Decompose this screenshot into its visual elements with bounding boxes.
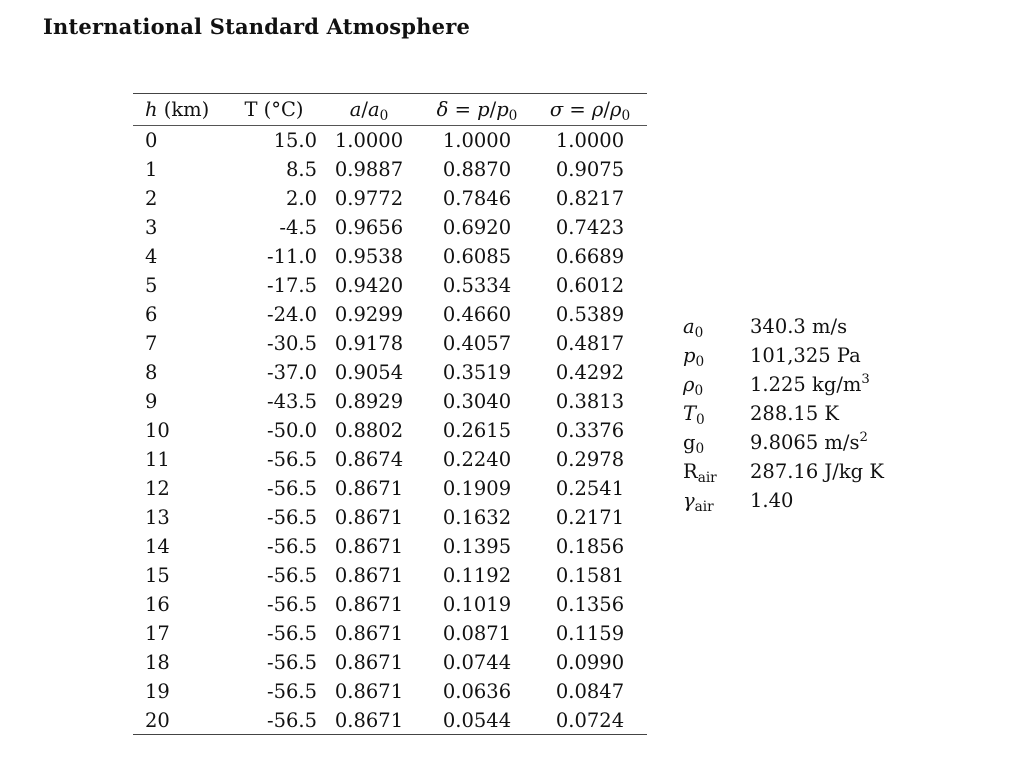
- altitude-cell: 18: [145, 651, 170, 674]
- table-row: [133, 532, 647, 561]
- pressure-ratio-cell: 0.2615: [442, 419, 512, 442]
- constants-body: [683, 312, 884, 515]
- density-ratio-cell: 0.5389: [555, 303, 625, 326]
- pressure-ratio-cell: 0.0636: [442, 680, 512, 703]
- speed-of-sound-ratio-cell: 0.9656: [334, 216, 404, 239]
- altitude-cell: 1: [145, 158, 158, 181]
- altitude-cell: 19: [145, 680, 170, 703]
- constant-value: 1.225 $kg/m^3$: [750, 372, 870, 396]
- table-row: [133, 561, 647, 590]
- temperature-cell: -56.5: [266, 477, 317, 500]
- density-ratio-cell: 0.4817: [555, 332, 625, 355]
- speed-of-sound-ratio-cell: 0.8671: [334, 506, 404, 529]
- speed-of-sound-ratio-cell: 0.8671: [334, 477, 404, 500]
- header-speed-of-sound-ratio: $a/a_0$: [317, 94, 421, 126]
- constant-row-rho0: [683, 370, 884, 399]
- table-row: [133, 213, 647, 242]
- table-row: [133, 300, 647, 329]
- density-ratio-cell: 0.4292: [555, 361, 625, 384]
- speed-of-sound-ratio-cell: 0.8671: [317, 706, 421, 735]
- density-ratio-cell: 0.3376: [555, 419, 625, 442]
- speed-of-sound-ratio-cell: 0.9772: [334, 187, 404, 210]
- altitude-cell: 3: [145, 216, 158, 239]
- constant-row-g0: [683, 428, 884, 457]
- speed-of-sound-ratio-cell: 0.8671: [334, 622, 404, 645]
- altitude-cell: 17: [145, 622, 170, 645]
- table-row: [133, 242, 647, 271]
- constant-symbol: $a_0$: [683, 315, 704, 341]
- temperature-cell: -17.5: [266, 274, 317, 297]
- temperature-cell: 15.0: [273, 129, 317, 152]
- altitude-cell: 15: [145, 564, 170, 587]
- density-ratio-cell: 0.1581: [555, 564, 625, 587]
- pressure-ratio-cell: 0.0871: [442, 622, 512, 645]
- constant-symbol: $\rho_0$: [683, 373, 704, 399]
- temperature-cell: -56.5: [266, 593, 317, 616]
- pressure-ratio-cell: 0.6085: [442, 245, 512, 268]
- atmosphere-table: [133, 93, 647, 735]
- header-altitude: h (km): [133, 94, 231, 126]
- density-ratio-cell: 0.0724: [533, 706, 647, 735]
- temperature-cell: -43.5: [266, 390, 317, 413]
- altitude-cell: 6: [145, 303, 158, 326]
- pressure-ratio-cell: 0.7846: [442, 187, 512, 210]
- constant-symbol: $\gamma_{air}$: [683, 489, 714, 515]
- table-row: [133, 503, 647, 532]
- density-ratio-cell: 0.7423: [555, 216, 625, 239]
- density-ratio-cell: 0.8217: [555, 187, 625, 210]
- altitude-cell: 8: [145, 361, 158, 384]
- constants-table: [683, 312, 884, 515]
- density-ratio-cell: 0.2978: [555, 448, 625, 471]
- table-row: [133, 329, 647, 358]
- temperature-cell: -56.5: [266, 506, 317, 529]
- table-row: [133, 387, 647, 416]
- pressure-ratio-cell: 0.6920: [442, 216, 512, 239]
- pressure-ratio-cell: 0.4057: [442, 332, 512, 355]
- pressure-ratio-cell: 0.2240: [442, 448, 512, 471]
- constant-row-t0: [683, 399, 884, 428]
- density-ratio-cell: 0.2171: [555, 506, 625, 529]
- speed-of-sound-ratio-cell: 0.8929: [334, 390, 404, 413]
- altitude-cell: 14: [145, 535, 170, 558]
- table-row: [133, 590, 647, 619]
- table-row: [133, 445, 647, 474]
- pressure-ratio-cell: 0.5334: [442, 274, 512, 297]
- page-title: International Standard Atmosphere: [43, 14, 471, 39]
- density-ratio-cell: 1.0000: [555, 129, 625, 152]
- speed-of-sound-ratio-cell: 1.0000: [334, 129, 404, 152]
- density-ratio-cell: 0.6689: [555, 245, 625, 268]
- temperature-cell: -56.5: [266, 564, 317, 587]
- temperature-cell: -37.0: [266, 361, 317, 384]
- table-header-row: [133, 94, 647, 126]
- speed-of-sound-ratio-cell: 0.8674: [334, 448, 404, 471]
- speed-of-sound-ratio-cell: 0.8802: [334, 419, 404, 442]
- density-ratio-cell: 0.2541: [555, 477, 625, 500]
- density-ratio-cell: 0.1856: [555, 535, 625, 558]
- constant-value: 288.15 K: [750, 402, 839, 425]
- pressure-ratio-cell: 1.0000: [442, 129, 512, 152]
- pressure-ratio-cell: 0.1019: [442, 593, 512, 616]
- constant-row-rair: [683, 457, 884, 486]
- constant-value: 1.40: [750, 489, 794, 512]
- constant-row-p0: [683, 341, 884, 370]
- temperature-cell: -50.0: [266, 419, 317, 442]
- table-body: [133, 126, 647, 735]
- pressure-ratio-cell: 0.0544: [421, 706, 533, 735]
- table-row: [133, 358, 647, 387]
- table-row: [133, 648, 647, 677]
- speed-of-sound-ratio-cell: 0.9887: [334, 158, 404, 181]
- constant-value: 340.3 m/s: [750, 315, 848, 338]
- density-ratio-cell: 0.1159: [555, 622, 625, 645]
- speed-of-sound-ratio-cell: 0.8671: [334, 593, 404, 616]
- speed-of-sound-ratio-cell: 0.9178: [334, 332, 404, 355]
- constant-symbol: $p_0$: [683, 344, 705, 370]
- constant-symbol: $T_0$: [683, 402, 705, 428]
- altitude-cell: 12: [145, 477, 170, 500]
- altitude-cell: 13: [145, 506, 170, 529]
- constant-value: 287.16 J/kg K: [750, 460, 884, 483]
- altitude-cell: 5: [145, 274, 158, 297]
- table-row: [133, 677, 647, 706]
- altitude-cell: 0: [145, 129, 158, 152]
- pressure-ratio-cell: 0.1395: [442, 535, 512, 558]
- header-density-ratio: $\sigma = \rho/\rho_0$: [533, 94, 647, 126]
- temperature-cell: -11.0: [266, 245, 317, 268]
- temperature-cell: 8.5: [285, 158, 317, 181]
- constant-value: 9.8065 $m/s^2$: [750, 430, 868, 454]
- constant-row-a0: [683, 312, 884, 341]
- table-row: [133, 155, 647, 184]
- temperature-cell: 2.0: [285, 187, 317, 210]
- density-ratio-cell: 0.3813: [555, 390, 625, 413]
- density-ratio-cell: 0.0990: [555, 651, 625, 674]
- altitude-cell: 16: [145, 593, 170, 616]
- table-row: [133, 416, 647, 445]
- speed-of-sound-ratio-cell: 0.9299: [334, 303, 404, 326]
- table-row: [133, 619, 647, 648]
- temperature-cell: -56.5: [266, 448, 317, 471]
- temperature-cell: -30.5: [266, 332, 317, 355]
- altitude-cell: 9: [145, 390, 158, 413]
- table-row: [133, 126, 647, 156]
- altitude-cell: 20: [133, 706, 231, 735]
- constant-symbol: $R_{air}$: [683, 460, 717, 486]
- speed-of-sound-ratio-cell: 0.8671: [334, 680, 404, 703]
- speed-of-sound-ratio-cell: 0.9538: [334, 245, 404, 268]
- speed-of-sound-ratio-cell: 0.9420: [334, 274, 404, 297]
- altitude-cell: 7: [145, 332, 158, 355]
- temperature-cell: -4.5: [279, 216, 317, 239]
- density-ratio-cell: 0.6012: [555, 274, 625, 297]
- altitude-cell: 2: [145, 187, 158, 210]
- density-ratio-cell: 0.9075: [555, 158, 625, 181]
- constant-value: 101,325 Pa: [750, 344, 861, 367]
- temperature-cell: -56.5: [266, 651, 317, 674]
- table-row: [133, 271, 647, 300]
- header-temperature: T (°C): [231, 94, 317, 126]
- temperature-cell: -24.0: [266, 303, 317, 326]
- pressure-ratio-cell: 0.8870: [442, 158, 512, 181]
- temperature-cell: -56.5: [231, 706, 317, 735]
- pressure-ratio-cell: 0.3519: [442, 361, 512, 384]
- altitude-cell: 10: [145, 419, 170, 442]
- pressure-ratio-cell: 0.1632: [442, 506, 512, 529]
- density-ratio-cell: 0.1356: [555, 593, 625, 616]
- temperature-cell: -56.5: [266, 535, 317, 558]
- pressure-ratio-cell: 0.1192: [442, 564, 512, 587]
- density-ratio-cell: 0.0847: [555, 680, 625, 703]
- table-row: [133, 474, 647, 503]
- pressure-ratio-cell: 0.1909: [442, 477, 512, 500]
- speed-of-sound-ratio-cell: 0.9054: [334, 361, 404, 384]
- temperature-cell: -56.5: [266, 622, 317, 645]
- pressure-ratio-cell: 0.3040: [442, 390, 512, 413]
- speed-of-sound-ratio-cell: 0.8671: [334, 535, 404, 558]
- speed-of-sound-ratio-cell: 0.8671: [334, 651, 404, 674]
- header-pressure-ratio: $\delta = p/p_0$: [421, 94, 533, 126]
- speed-of-sound-ratio-cell: 0.8671: [334, 564, 404, 587]
- table-row: [133, 184, 647, 213]
- altitude-cell: 11: [145, 448, 170, 471]
- constant-symbol: $g_0$: [683, 431, 705, 457]
- pressure-ratio-cell: 0.0744: [442, 651, 512, 674]
- table-row: [133, 706, 647, 735]
- altitude-cell: 4: [145, 245, 158, 268]
- constant-row-gamma: [683, 486, 884, 515]
- temperature-cell: -56.5: [266, 680, 317, 703]
- pressure-ratio-cell: 0.4660: [442, 303, 512, 326]
